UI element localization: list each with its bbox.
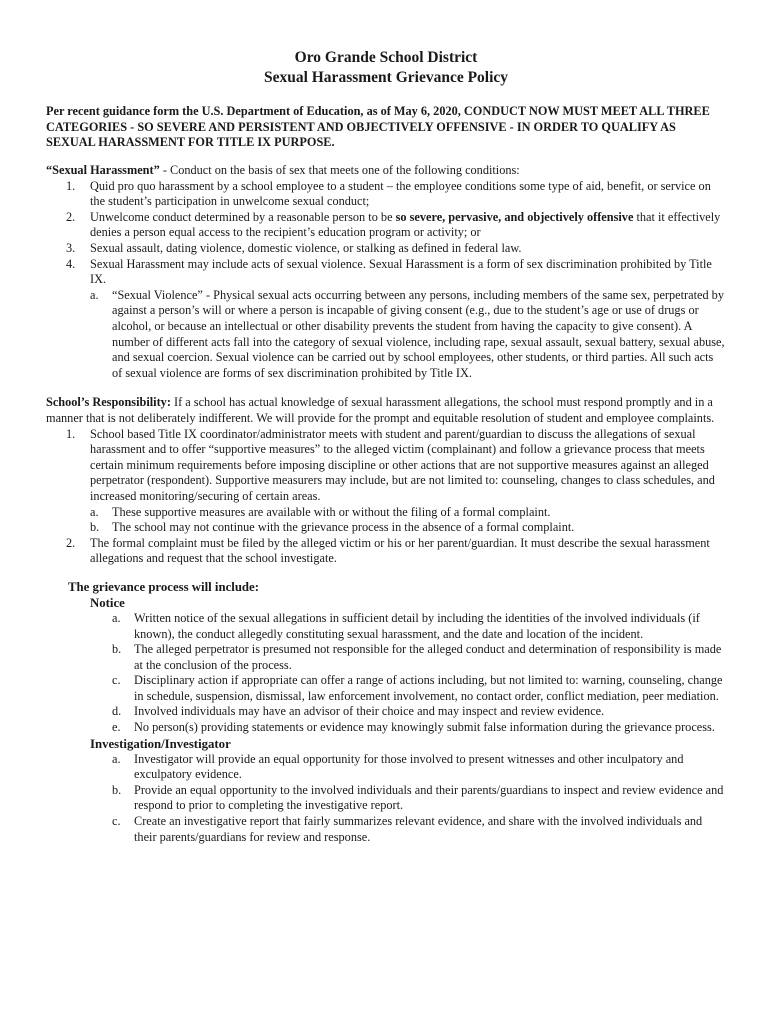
definition-list bbox=[46, 179, 726, 382]
list-marker: 1. bbox=[66, 178, 76, 193]
list-item bbox=[46, 704, 726, 720]
list-text: Sexual assault, dating violence, domestic violence, or stalking as defined in federal law. bbox=[90, 241, 522, 256]
policy-title: Sexual Harassment Grievance Policy bbox=[263, 69, 509, 86]
list-marker: c. bbox=[112, 814, 121, 829]
list-text: Investigator will provide an equal opportunity for those involved to present witnesses and other inculpatory and exculpatory evidence. bbox=[134, 751, 684, 782]
list-marker: c. bbox=[112, 673, 121, 688]
list-text: The formal complaint must be filed by the alleged victim or his or her parent/guardian. It must describe the sexual harassment allegations and request that the school investigate. bbox=[90, 535, 710, 566]
list-marker: a. bbox=[112, 751, 121, 766]
list-text: No person(s) providing statements or evidence may knowingly submit false information during the grievance process. bbox=[134, 720, 715, 735]
sub-list-item bbox=[46, 505, 726, 521]
sub-list-item bbox=[46, 520, 726, 536]
list-item bbox=[46, 642, 726, 673]
list-item bbox=[46, 427, 726, 505]
list-marker: 2. bbox=[66, 535, 76, 550]
responsibility-term: School’s Responsibility: bbox=[46, 395, 171, 410]
definition-term: “Sexual Harassment” bbox=[46, 163, 160, 178]
list-marker: 3. bbox=[66, 241, 76, 256]
list-text: These supportive measures are available with or without the filing of a formal complaint. bbox=[112, 504, 551, 519]
list-marker: d. bbox=[112, 704, 122, 719]
list-marker: a. bbox=[112, 610, 121, 625]
list-marker: a. bbox=[90, 504, 99, 519]
list-item bbox=[46, 179, 726, 210]
investigator-heading: Investigation/Investigator bbox=[90, 736, 231, 751]
list-marker: 1. bbox=[66, 426, 76, 441]
investigator-list bbox=[46, 752, 726, 846]
notice-list bbox=[46, 611, 726, 736]
list-marker: 2. bbox=[66, 209, 76, 224]
responsibility-paragraph bbox=[46, 395, 726, 426]
list-text: Sexual Harassment may include acts of sexual violence. Sexual Harassment is a form of sex discrimination prohibited by Title IX. bbox=[90, 256, 712, 287]
list-item bbox=[46, 210, 726, 241]
intro-notice: Per recent guidance form the U.S. Department of Education, as of May 6, 2020, CONDUCT NOW MUST MEET ALL THREE CATEGORIES - SO SEVERE AND PERSISTENT AND OBJECTIVELY OFFENSIVE - IN ORDER TO QUALIFY AS SEXUAL HARASSMENT FOR TITLE IX PURPOSE. bbox=[46, 104, 710, 150]
list-text: Provide an equal opportunity to the involved individuals and their parents/guardians to inspect and review evidence and respond to prior to completing the investigative report. bbox=[134, 782, 724, 813]
list-text: The alleged perpetrator is presumed not responsible for the alleged conduct and determination of responsibility is made at the conclusion of the process. bbox=[134, 642, 722, 672]
list-text: that it effectively denies a person equal access to the recipient’s education program or activity; or bbox=[90, 209, 721, 240]
list-marker: b. bbox=[112, 782, 122, 797]
list-item bbox=[46, 257, 726, 288]
district-title: Oro Grande School District bbox=[294, 49, 478, 66]
list-item bbox=[46, 241, 726, 257]
definition-text: - Conduct on the basis of sex that meets one of the following conditions: bbox=[159, 163, 520, 178]
responsibility-text: If a school has actual knowledge of sexual harassment allegations, the school must respond promptly and in a manner that is not deliberately indifferent. We will provide for the prompt and equitable resolution of student and employee complaints. bbox=[46, 395, 715, 425]
list-text: Involved individuals may have an advisor of their choice and may inspect and review evidence. bbox=[134, 704, 605, 719]
list-marker: a. bbox=[90, 287, 99, 302]
list-item bbox=[46, 673, 726, 704]
list-text: Disciplinary action if appropriate can offer a range of actions including, but not limited to: warning, counseling, change in schedule, suspension, dismissal, law enforcement involvement, no contact order, conflict mediation, peer mediation. bbox=[134, 673, 723, 703]
notice-heading: Notice bbox=[90, 595, 125, 610]
list-item bbox=[46, 783, 726, 814]
list-marker: e. bbox=[112, 720, 121, 735]
list-text: The school may not continue with the grievance process in the absence of a formal complaint. bbox=[112, 520, 575, 535]
document-page bbox=[46, 48, 726, 845]
list-marker: 4. bbox=[66, 256, 76, 271]
list-text: Unwelcome conduct determined by a reasonable person to be bbox=[90, 209, 396, 224]
sub-list-item bbox=[46, 288, 726, 382]
list-text: School based Title IX coordinator/administrator meets with student and parent/guardian to discuss the allegations of sexual harassment and to offer “supportive measures” to the alleged victim (complainant) and follow a grievance process that meets certain minimum requirements before imposing discipline or other actions that are not supportive measures against an alleged perpetrator (respondent). Supportive measurers may include, but are not limited to: counseling, changes to class schedules, and increased monitoring/securing of certain areas. bbox=[90, 426, 715, 503]
list-item bbox=[46, 536, 726, 567]
responsibility-list bbox=[46, 427, 726, 567]
list-text: Quid pro quo harassment by a school employee to a student – the employee conditions some type of aid, benefit, or service on the student’s participation in unwelcome sexual conduct; bbox=[90, 178, 711, 209]
emphasis-text: so severe, pervasive, and objectively offensive bbox=[395, 209, 634, 224]
list-item bbox=[46, 611, 726, 642]
list-text: Written notice of the sexual allegations in sufficient detail by including the identities of the involved individuals (if known), the conduct allegedly constituting sexual harassment, and the date and location of the incident. bbox=[134, 610, 700, 641]
grievance-heading: The grievance process will include: bbox=[68, 579, 259, 594]
list-marker: b. bbox=[112, 642, 122, 657]
list-marker: b. bbox=[90, 520, 100, 535]
list-item bbox=[46, 720, 726, 736]
list-item bbox=[46, 814, 726, 845]
definition-paragraph bbox=[46, 163, 726, 179]
list-text: “Sexual Violence” - Physical sexual acts occurring between any persons, including members of the same sex, perpetrated by against a person’s will or where a person is incapable of giving consent (e.g., due to the student’s age or use of drugs or alcohol, or because an intellectual or other disability prevents the student from having the capacity to give consent). A number of different acts fall into the category of sexual violence, including rape, sexual assault, sexual battery, sexual abuse, and sexual coercion. Sexual violence can be carried out by school employees, other students, or third parties. All such acts of sexual violence are forms of sex discrimination prohibited by Title IX. bbox=[112, 287, 725, 380]
list-text: Create an investigative report that fairly summarizes relevant evidence, and share with the involved individuals and their parents/guardians for review and response. bbox=[134, 814, 703, 844]
list-item bbox=[46, 752, 726, 783]
